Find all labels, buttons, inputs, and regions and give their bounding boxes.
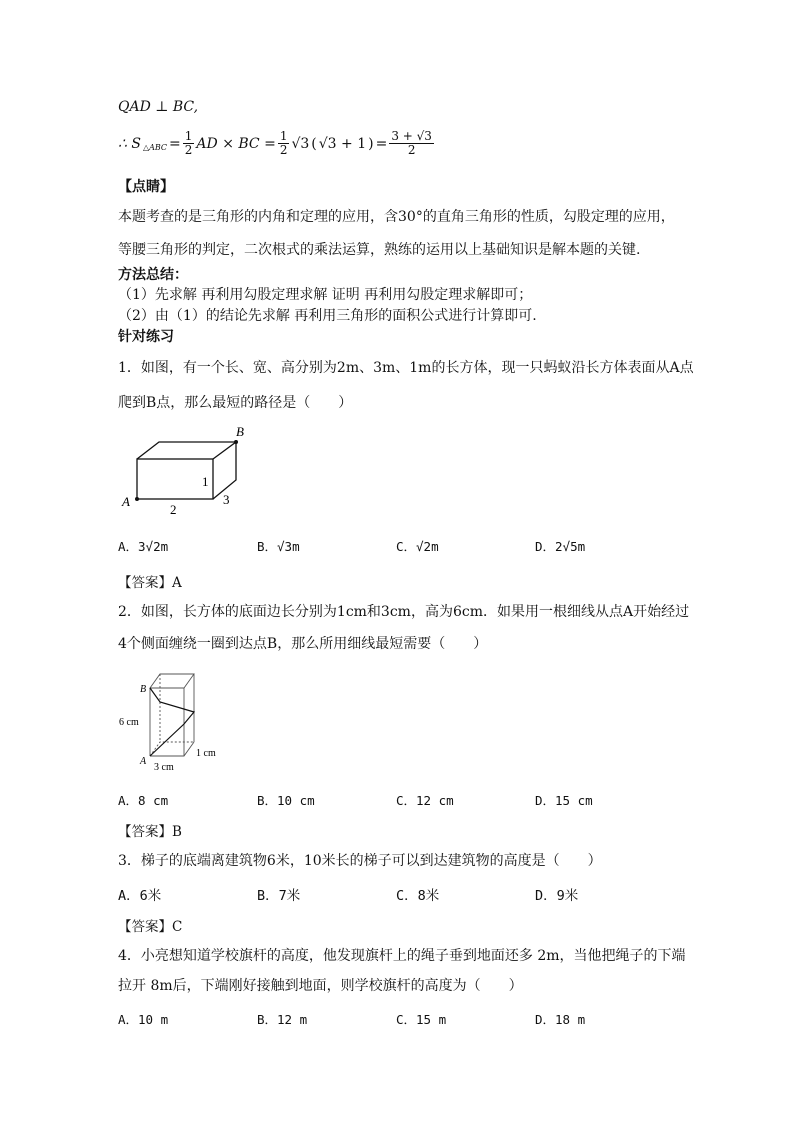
frac-den: 2 bbox=[184, 143, 193, 157]
paren-inner: √3 + 1 bbox=[318, 135, 367, 152]
q1-answer: 【答案】A bbox=[118, 575, 182, 591]
sqrt-three: √3 bbox=[291, 135, 310, 152]
q4-line-1: 4．小亮想知道学校旗杆的高度，他发现旗杆上的绳子垂到地面还多 2m，当他把绳子的下端 bbox=[118, 948, 686, 964]
q1-line-1: 1．如图，有一个长、宽、高分别为2m、3m、1m的长方体，现一只蚂蚁沿长方体表面从A点 bbox=[118, 360, 694, 376]
label-a: A bbox=[122, 494, 130, 509]
fraction-half-1 bbox=[183, 130, 195, 157]
q4-option-b[interactable]: B．12 m bbox=[257, 1012, 308, 1027]
q4-option-a[interactable]: A．10 m bbox=[118, 1012, 169, 1027]
q3-answer: 【答案】C bbox=[118, 919, 183, 935]
label-length: 2 bbox=[170, 502, 177, 517]
q1-cuboid-figure bbox=[118, 420, 258, 520]
equals-2: = bbox=[375, 135, 388, 152]
q2-option-b[interactable]: B．10 cm bbox=[257, 793, 315, 808]
point-a bbox=[135, 497, 139, 501]
label-b: B bbox=[140, 684, 147, 695]
comment-line-2: 等腰三角形的判定，二次根式的乘法运算，熟练的运用以上基础知识是解本题的关键. bbox=[118, 242, 641, 258]
label-depth: 1 cm bbox=[196, 748, 216, 759]
frac-num: 1 bbox=[184, 129, 193, 143]
q2-line-1: 2．如图，长方体的底面边长分别为1cm和3cm，高为6cm．如果用一根细线从点A开始经过 bbox=[118, 604, 690, 620]
label-b: B bbox=[236, 424, 244, 439]
label-height: 6 cm bbox=[119, 717, 139, 728]
frac-den: 2 bbox=[279, 143, 288, 157]
top-face bbox=[150, 674, 194, 688]
q2-option-c[interactable]: C．12 cm bbox=[396, 793, 454, 808]
q2-option-d[interactable]: D．15 cm bbox=[535, 793, 593, 808]
thread-path bbox=[150, 688, 194, 756]
paren-open: ( bbox=[311, 135, 317, 152]
label-width: 3 cm bbox=[154, 762, 174, 773]
q3-line-1: 3．梯子的底端离建筑物6米，10米长的梯子可以到达建筑物的高度是（ ） bbox=[118, 853, 602, 869]
q1-option-d[interactable]: D．2√5m bbox=[535, 539, 586, 554]
q4-line-2: 拉开 8m后，下端刚好接触到地面，则学校旗杆的高度为（ ） bbox=[118, 978, 523, 994]
subscript-abc: △ABC bbox=[142, 143, 168, 152]
fraction-result bbox=[389, 130, 434, 157]
frac-den: 2 bbox=[407, 143, 416, 157]
q2-answer: 【答案】B bbox=[118, 824, 182, 840]
q1-option-a[interactable]: A．3√2m bbox=[118, 539, 169, 554]
q2-option-a[interactable]: A．8 cm bbox=[118, 793, 169, 808]
method-item-2: （2）由（1）的结论先求解 再利用三角形的面积公式进行计算即可. bbox=[118, 308, 537, 324]
ad-times-bc: AD × BC = bbox=[196, 135, 276, 152]
q4-option-c[interactable]: C．15 m bbox=[396, 1012, 447, 1027]
q1-option-c[interactable]: C．√2m bbox=[396, 539, 439, 554]
label-width: 3 bbox=[223, 492, 230, 507]
q4-option-d[interactable]: D．18 m bbox=[535, 1012, 586, 1027]
method-heading: 方法总结： bbox=[118, 267, 188, 283]
q3-option-d[interactable]: D．9米 bbox=[535, 888, 579, 904]
practice-heading: 针对练习 bbox=[118, 329, 174, 345]
q3-option-b[interactable]: B．7米 bbox=[257, 888, 301, 904]
comment-line-1: 本题考查的是三角形的内角和定理的应用，含30°的直角三角形的性质，勾股定理的应用， bbox=[118, 209, 675, 225]
q3-option-a[interactable]: A．6米 bbox=[118, 888, 162, 904]
top-face bbox=[137, 442, 236, 459]
proof-line-1: QAD ⊥ BC, bbox=[118, 99, 199, 115]
proof-line-2 bbox=[118, 130, 434, 157]
point-b bbox=[234, 440, 238, 444]
q1-option-b[interactable]: B．√3m bbox=[257, 539, 300, 554]
method-item-1: （1）先求解 再利用勾股定理求解 证明 再利用勾股定理求解即可； bbox=[118, 287, 533, 303]
paren-close: ) bbox=[368, 135, 374, 152]
q2-prism-figure bbox=[118, 662, 228, 774]
therefore-s: ∴ S bbox=[118, 135, 141, 152]
equals: = bbox=[169, 135, 181, 152]
q1-line-2: 爬到B点，那么最短的路径是（ ） bbox=[118, 395, 353, 411]
fraction-half-2 bbox=[278, 130, 290, 157]
q3-option-c[interactable]: C．8米 bbox=[396, 888, 440, 904]
frac-num: 1 bbox=[279, 129, 288, 143]
label-a: A bbox=[140, 756, 147, 767]
comment-heading: 【点睛】 bbox=[118, 179, 174, 195]
label-height: 1 bbox=[202, 474, 209, 489]
q2-line-2: 4个侧面缠绕一圈到达点B，那么所用细线最短需要（ ） bbox=[118, 636, 488, 652]
frac-num: 3 + √3 bbox=[391, 129, 432, 143]
